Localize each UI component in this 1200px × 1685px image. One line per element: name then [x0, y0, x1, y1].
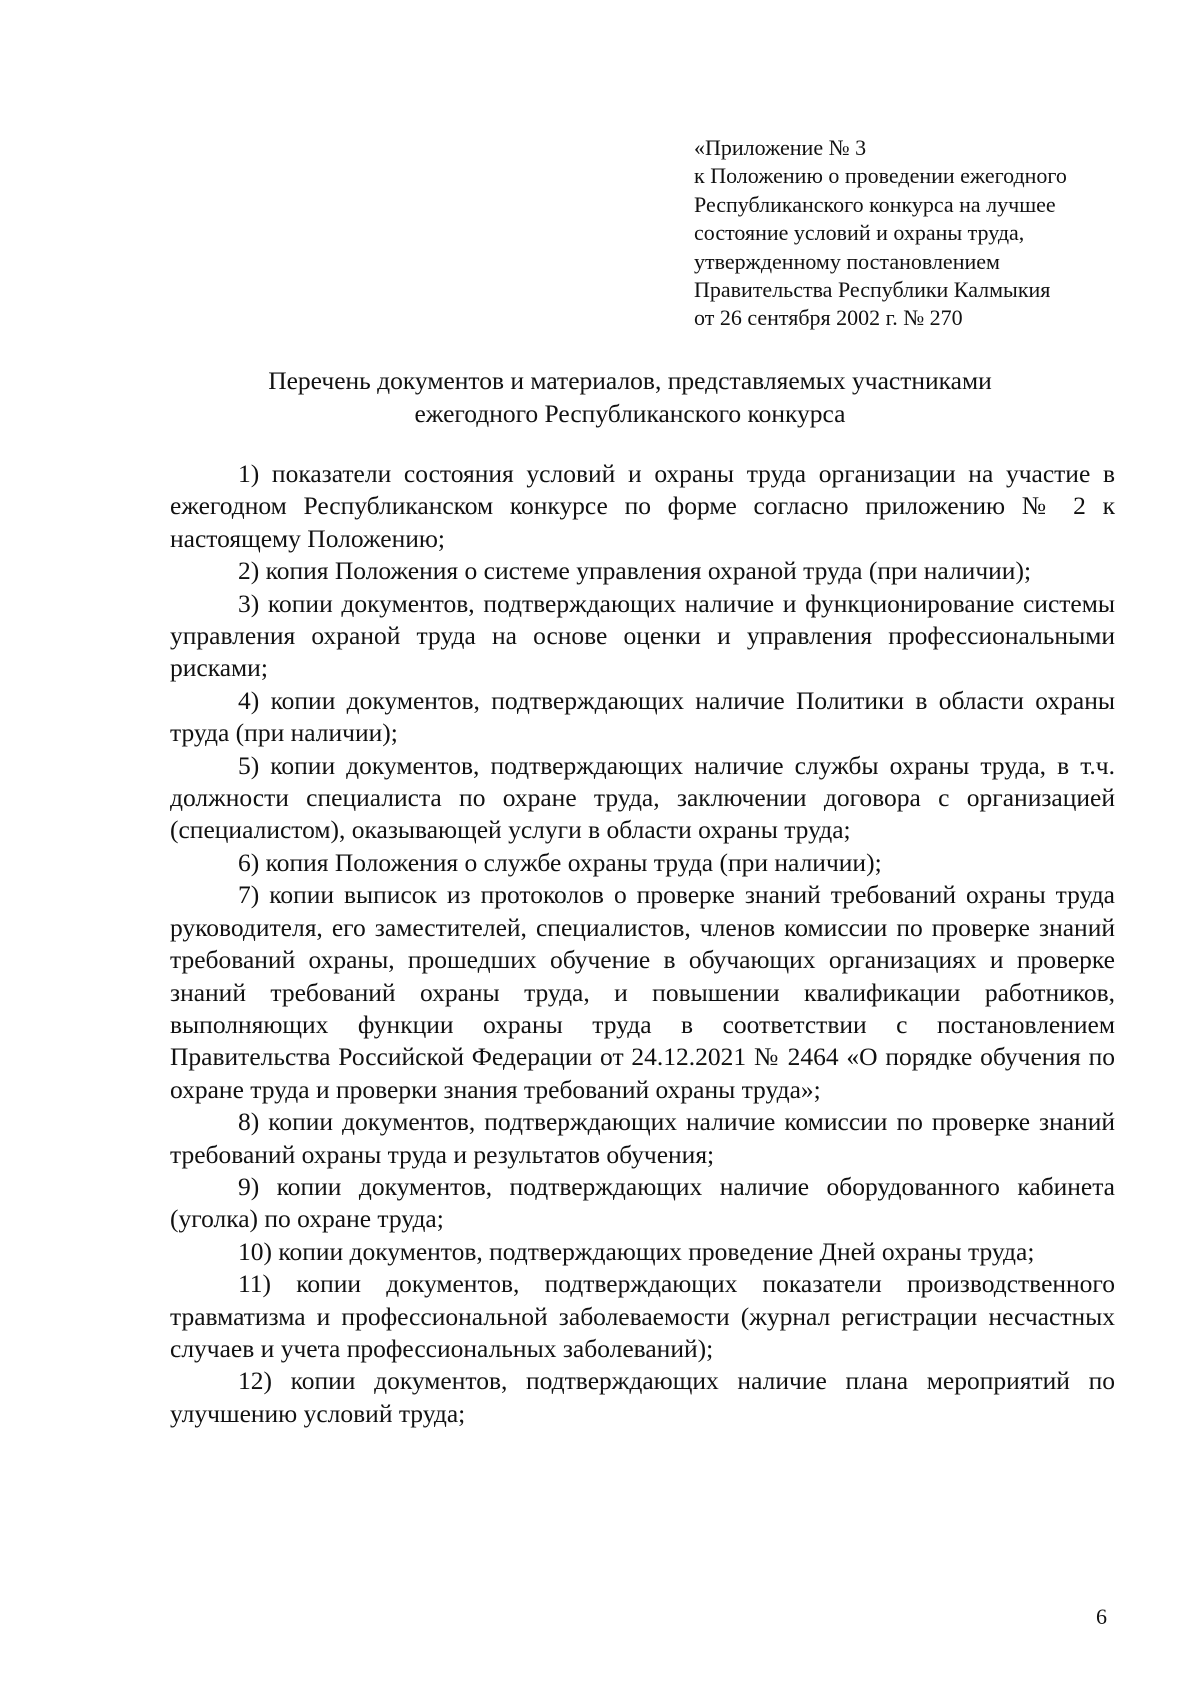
- page-number: 6: [1096, 1604, 1107, 1629]
- title-line-1: Перечень документов и материалов, представляемых участниками: [268, 366, 992, 395]
- list-item: 10) копии документов, подтверждающих проведение Дней охраны труда;: [238, 1236, 1035, 1266]
- appendix-line: к Положению о проведении ежегодного: [694, 163, 1067, 189]
- list-item: 2) копия Положения о системе управления охраной труда (при наличии);: [238, 556, 1032, 586]
- appendix-line: утвержденному постановлением: [694, 248, 1000, 274]
- list-item: 12) копии документов, подтверждающих наличие плана мероприятий по улучшению условий труда;: [170, 1366, 1115, 1428]
- list-item: 4) копии документов, подтверждающих наличие Политики в области охраны труда (при наличии);: [170, 685, 1115, 748]
- appendix-line: «Приложение № 3: [694, 135, 867, 160]
- document-list: [170, 458, 1115, 1430]
- appendix-line: Республиканского конкурса на лучшее: [694, 191, 1056, 217]
- appendix-line: от 26 сентября 2002 г. № 270: [694, 305, 963, 331]
- appendix-line: состояние условий и охраны труда,: [694, 220, 1025, 246]
- list-item: 5) копии документов, подтверждающих наличие службы охраны труда, в т.ч. должности специалиста по охране труда, заключении договора с организацией (специалистом), оказывающей услуги в области охраны труда;: [170, 750, 1115, 845]
- list-item: 1) показатели состояния условий и охраны труда организации на участие в ежегодном Республиканском конкурсе по форме согласно приложению № 2 к настоящему Положению;: [170, 459, 1115, 553]
- appendix-line: Правительства Республики Калмыкия: [694, 277, 1051, 303]
- appendix-header: [694, 134, 1124, 333]
- document-title: [160, 364, 1100, 430]
- list-item: 11) копии документов, подтверждающих показатели производственного травматизма и профессиональной заболеваемости (журнал регистрации несчастных случаев и учета профессиональных заболеваний);: [170, 1269, 1115, 1363]
- list-item: 7) копии выписок из протоколов о проверке знаний требований охраны труда руководителя, его заместителей, специалистов, членов комиссии по проверке знаний требований охраны, прошедших обучение в обучающих организациях и проверке знаний требований охраны труда, и повышении квалификации работников, выполняющих функции охраны труда в соответствии с постановлением Правительства Российской Федерации от 24.12.2021 № 2464 «О порядке обучения по охране труда и проверки знания требований охраны труда»;: [170, 880, 1115, 1104]
- list-item: 6) копия Положения о службе охраны труда (при наличии);: [238, 847, 882, 877]
- list-item: 8) копии документов, подтверждающих наличие комиссии по проверке знаний требований охраны труда и результатов обучения;: [170, 1107, 1115, 1169]
- list-item: 9) копии документов, подтверждающих наличие оборудованного кабинета (уголка) по охране труда;: [170, 1171, 1115, 1234]
- list-item: 3) копии документов, подтверждающих наличие и функционирование системы управления охраной труда на основе оценки и управления профессиональными рисками;: [170, 588, 1115, 683]
- title-line-2: ежегодного Республиканского конкурса: [414, 399, 846, 428]
